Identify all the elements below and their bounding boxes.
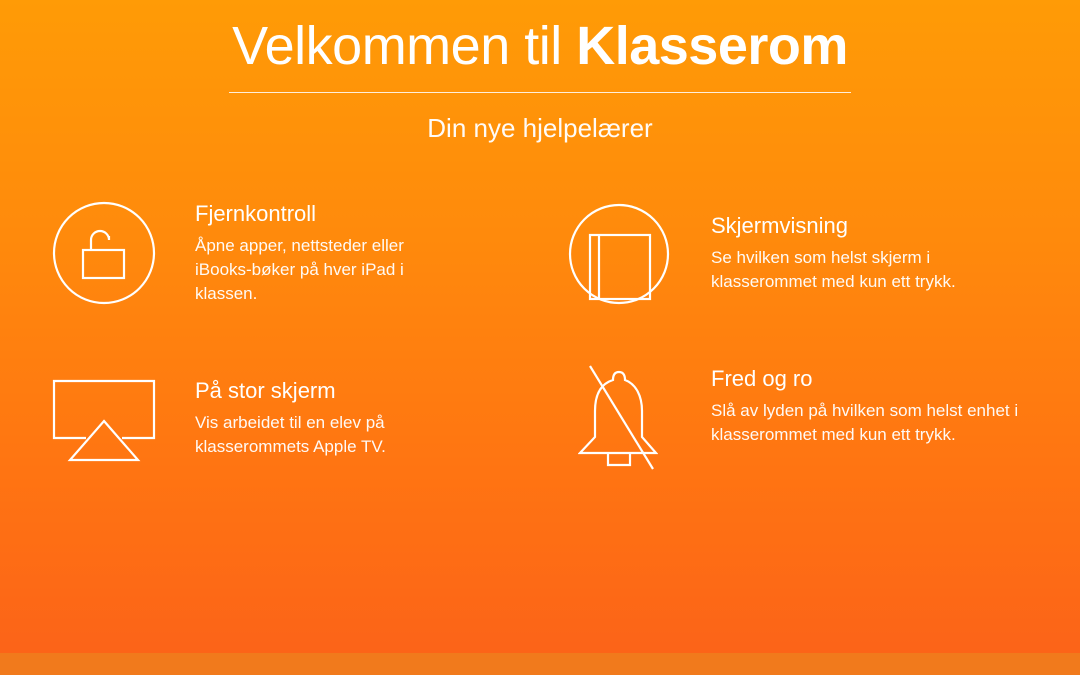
feature-title: Fjernkontroll xyxy=(195,201,317,226)
screen-view-icon xyxy=(568,203,670,305)
unlock-icon xyxy=(52,201,156,305)
airplay-icon xyxy=(52,378,156,464)
feature-remote-control xyxy=(195,200,525,306)
title-prefix: Velkommen til xyxy=(232,16,577,76)
feature-description: Åpne apper, nettsteder eller iBooks-bøker på hver iPad i klassen. xyxy=(195,236,404,303)
title-app-name: Klasserom xyxy=(576,16,848,76)
feature-screen-view xyxy=(711,212,1041,294)
feature-description: Vis arbeidet til en elev på klasserommets Apple TV. xyxy=(195,413,386,456)
feature-description: Se hvilken som helst skjerm i klasserommet med kun ett trykk. xyxy=(711,248,956,291)
bell-mute-icon xyxy=(578,363,658,475)
feature-title: På stor skjerm xyxy=(195,378,336,403)
page-title xyxy=(0,14,1080,78)
feature-description: Slå av lyden på hvilken som helst enhet i klasserommet med kun ett trykk. xyxy=(711,401,1019,444)
feature-title: Skjermvisning xyxy=(711,213,848,238)
feature-title: Fred og ro xyxy=(711,366,813,391)
feature-big-screen xyxy=(195,377,525,459)
bottom-bar xyxy=(0,653,1080,675)
title-divider xyxy=(229,92,851,93)
feature-silence xyxy=(711,365,1041,447)
page-subtitle: Din nye hjelpelærer xyxy=(427,113,653,143)
